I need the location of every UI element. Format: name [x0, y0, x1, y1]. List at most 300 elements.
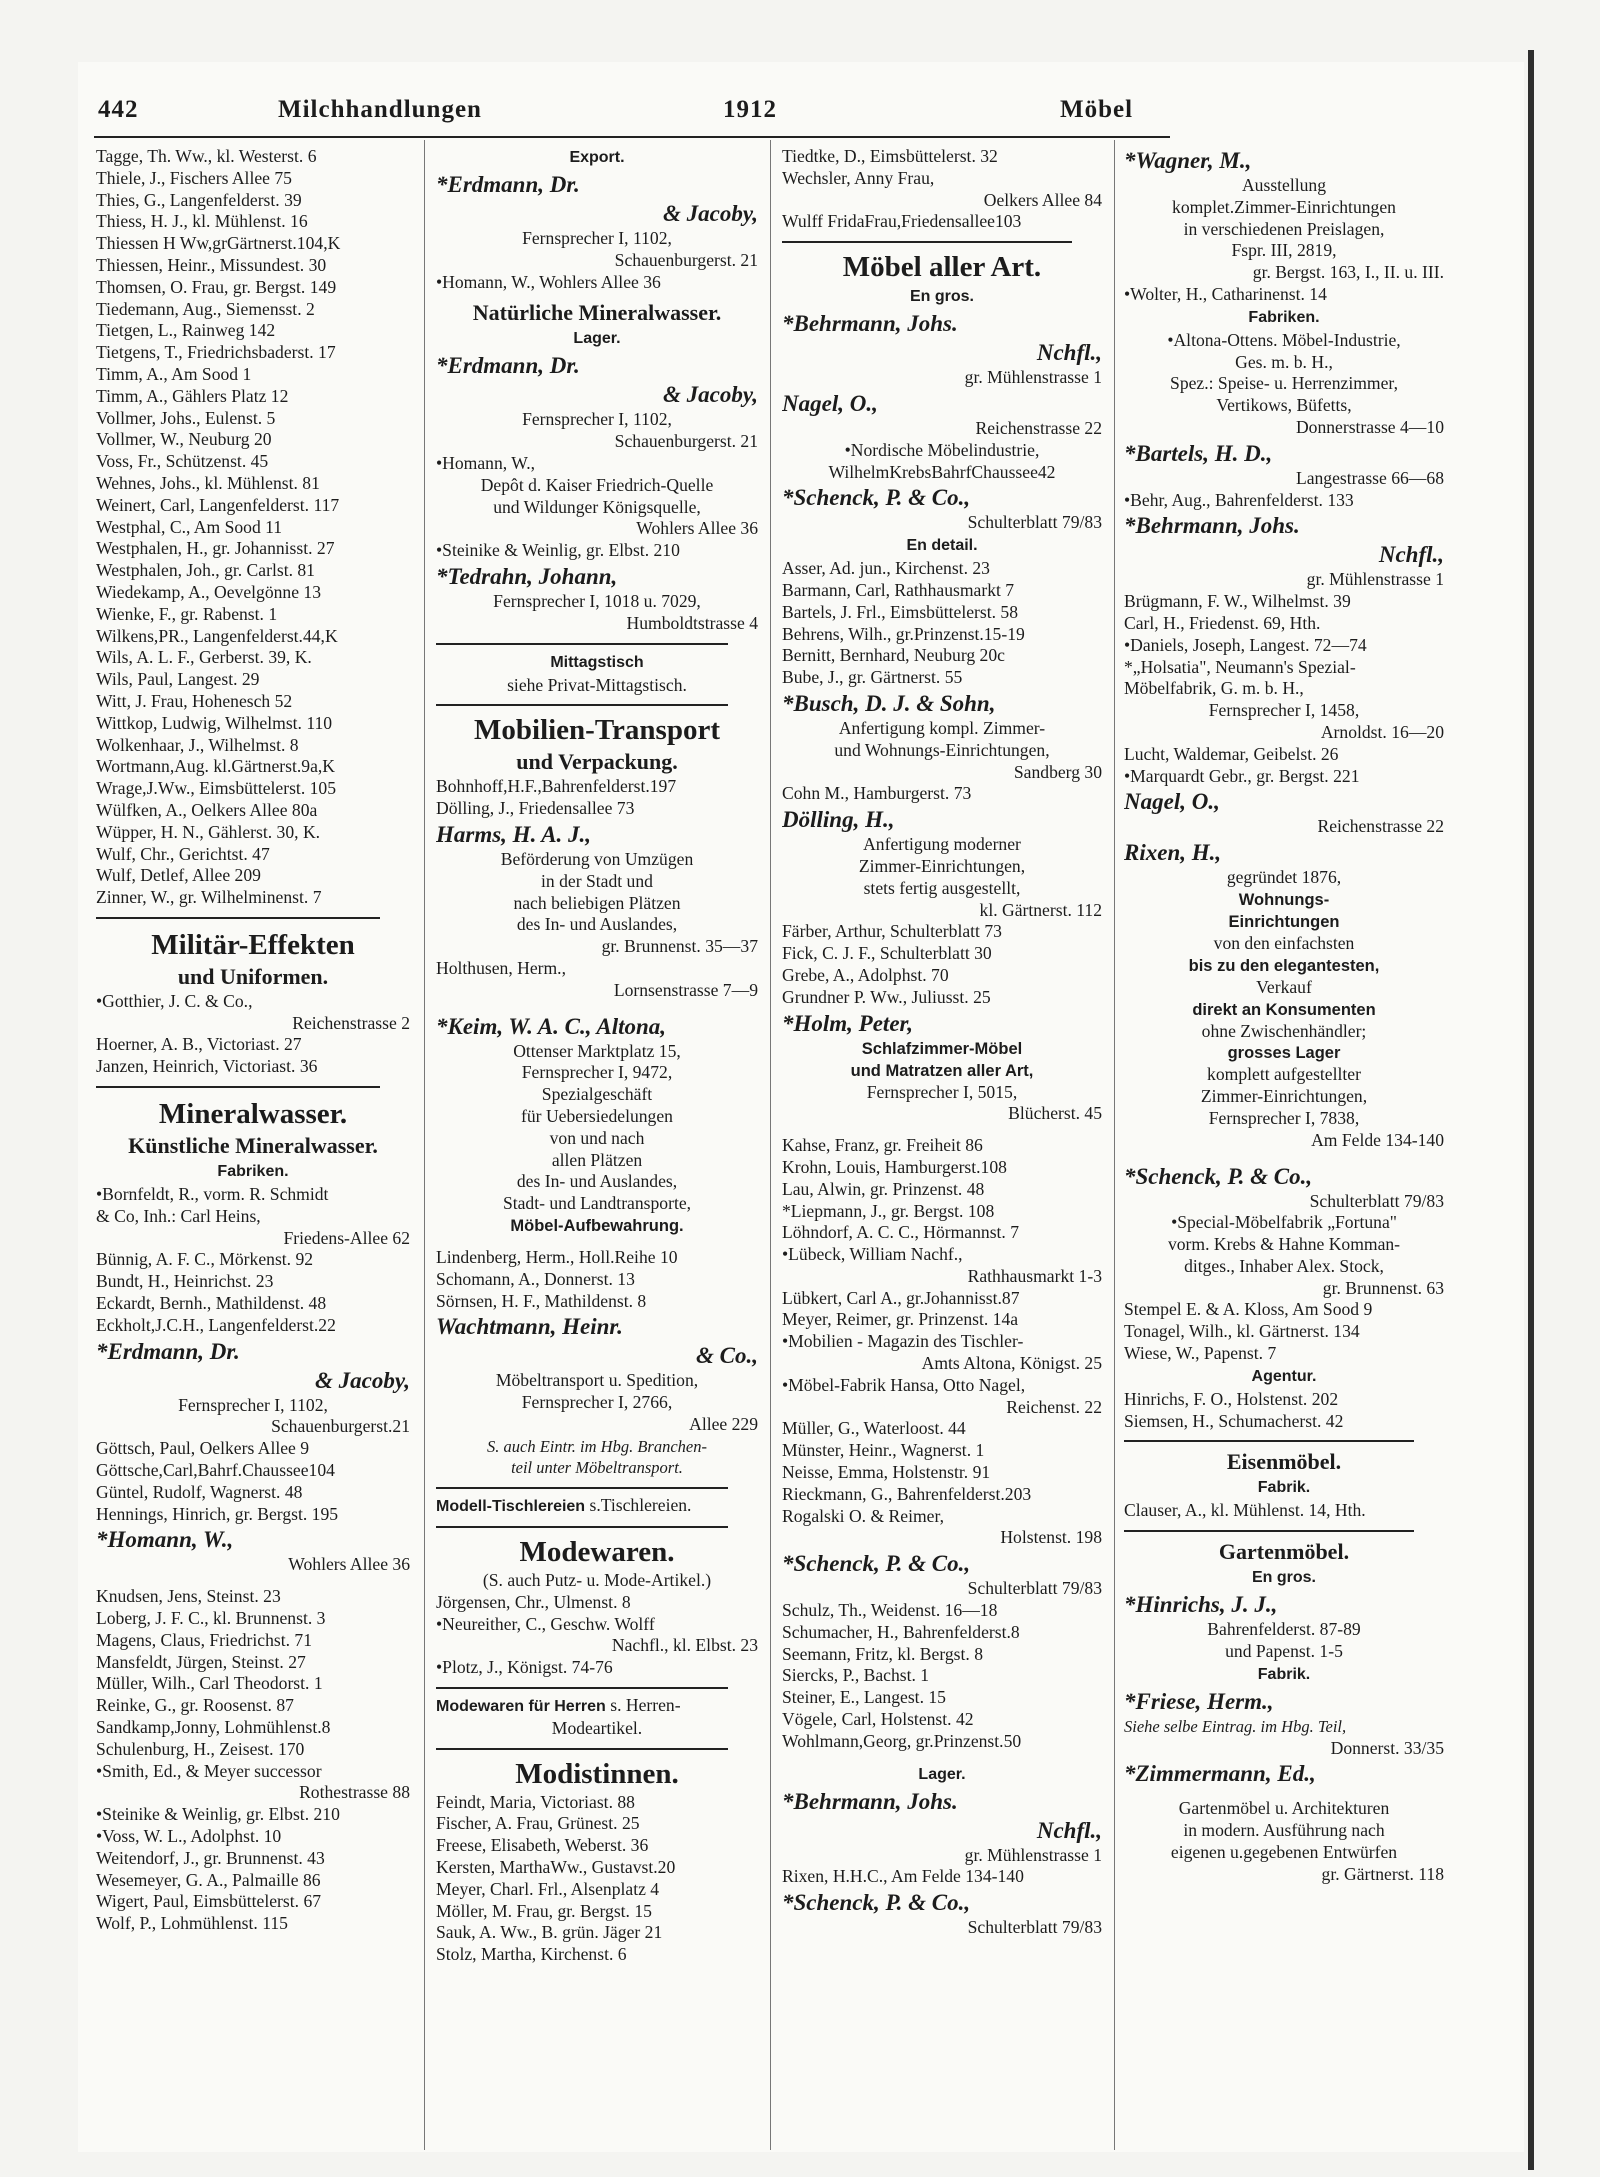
- list-item: Feindt, Maria, Victoriast. 88: [436, 1791, 635, 1812]
- list-item: Krohn, Louis, Hamburgerst.108: [782, 1156, 1007, 1177]
- entry-address: Schulterblatt 79/83: [967, 512, 1102, 533]
- list-item: Tietgen, L., Rainweg 142: [96, 320, 276, 341]
- list-item: Vertikows, Büfetts,: [1216, 395, 1352, 416]
- section-rule: [96, 1086, 380, 1088]
- list-item: Kahse, Franz, gr. Freiheit 86: [782, 1135, 983, 1156]
- list-item: Voss, Fr., Schützenst. 45: [96, 451, 269, 472]
- list-item: Kersten, MarthaWw., Gustavst.20: [436, 1857, 676, 1878]
- entry-description: [782, 440, 1102, 484]
- list-item: Wiedekamp, A., Oevelgönne 13: [96, 581, 322, 602]
- list-item: Bahrenfelderst. 87-89: [1207, 1619, 1361, 1640]
- entry-description: [1124, 1798, 1444, 1863]
- list-item: stets fertig ausgestellt,: [863, 877, 1021, 898]
- list-item: Stolz, Martha, Kirchenst. 6: [436, 1944, 627, 1965]
- list-item: Wüpper, H. N., Gählerst. 30, K.: [96, 821, 321, 842]
- section-rule: [96, 917, 380, 919]
- entry: •Homann, W., Wohlers Allee 36: [436, 271, 661, 292]
- list-item: Loberg, J. F. C., kl. Brunnenst. 3: [96, 1608, 326, 1629]
- list-item: Lübkert, Carl A., gr.Johannisst.87: [782, 1287, 1020, 1308]
- featured-entry: *Homann, W.,: [96, 1527, 234, 1553]
- list-item: Steiner, E., Langest. 15: [782, 1687, 946, 1708]
- list-item: Müller, G., Waterloost. 44: [782, 1418, 966, 1439]
- featured-entry: Nagel, O.,: [782, 390, 878, 416]
- list-item: Thies, G., Langenfelderst. 39: [96, 189, 302, 210]
- entry-list: [782, 558, 1102, 689]
- binding-edge: [1528, 50, 1534, 2170]
- list-item: Göttsch, Paul, Oelkers Allee 9: [96, 1438, 310, 1459]
- list-item: Färber, Arthur, Schulterblatt 73: [782, 921, 1002, 942]
- list-item: •Smith, Ed., & Meyer successor: [96, 1760, 322, 1781]
- featured-entry: & Co.,: [696, 1343, 758, 1369]
- list-item: Anfertigung kompl. Zimmer-: [838, 717, 1046, 738]
- list-item: und Wildunger Königsquelle,: [493, 496, 701, 517]
- entry-phone: Fernsprecher I, 1102,: [522, 409, 672, 430]
- list-item: Thiele, J., Fischers Allee 75: [96, 167, 292, 188]
- list-item: Knudsen, Jens, Steinst. 23: [96, 1586, 281, 1607]
- cross-reference-label: Modell-Tischlereien: [436, 1498, 586, 1516]
- cross-reference-note: Siehe selbe Eintrag. im Hbg. Teil,: [1124, 1716, 1347, 1736]
- list-item: Fernsprecher I, 2766,: [521, 1392, 673, 1413]
- list-item: Lindenberg, Herm., Holl.Reihe 10: [436, 1246, 678, 1267]
- entry-list: [1124, 591, 1444, 700]
- entry-description: ohne Zwischenhändler;: [1201, 1020, 1367, 1041]
- list-item: Fernsprecher I, 7838,: [1208, 1107, 1360, 1128]
- entry-description: [436, 849, 758, 936]
- section-rule: [436, 1687, 728, 1689]
- featured-entry: Nchfl.,: [1036, 340, 1102, 366]
- entry-address: gr. Mühlenstrasse 1: [964, 367, 1102, 388]
- header-rule: [94, 136, 1170, 138]
- list-item: •Neureither, C., Geschw. Wolff: [436, 1613, 655, 1634]
- list-item: Ottenser Marktplatz 15,: [513, 1040, 681, 1061]
- list-item: ditges., Inhaber Alex. Stock,: [1184, 1255, 1384, 1276]
- entry-highlight: [782, 1038, 1102, 1082]
- list-item: Sauk, A. Ww., B. grün. Jäger 21: [436, 1922, 663, 1943]
- entry: •Gotthier, J. C. & Co.,: [96, 990, 253, 1011]
- entry-address: [1124, 1619, 1444, 1663]
- entry-list: [96, 1438, 410, 1525]
- list-item: Westphalen, H., gr. Johannisst. 27: [96, 538, 335, 559]
- section-subtitle: Künstliche Mineralwasser.: [128, 1133, 378, 1159]
- subsection-label: En gros.: [909, 288, 974, 306]
- entry-list: [96, 1249, 410, 1336]
- entry-phone: Fernsprecher I, 1018 u. 7029,: [493, 590, 701, 611]
- list-item: für Uebersiedelungen: [521, 1105, 673, 1126]
- entry-address: Lornsenstrasse 7—9: [613, 979, 758, 1000]
- list-item: Hennings, Hinrich, gr. Bergst. 195: [96, 1503, 339, 1524]
- list-item: komplett aufgestellter: [1207, 1064, 1361, 1085]
- entry-phone: Fernsprecher I, 1102,: [178, 1394, 328, 1415]
- list-item: und Matratzen aller Art,: [850, 1061, 1034, 1080]
- list-item: Weitendorf, J., gr. Brunnenst. 43: [96, 1847, 325, 1868]
- list-item: Bünnig, A. F. C., Mörkenst. 92: [96, 1249, 314, 1270]
- entry-address: Friedens-Allee 62: [283, 1227, 410, 1248]
- entry: Clauser, A., kl. Mühlenst. 14, Hth.: [1124, 1500, 1366, 1521]
- subsection-label: Fabrik.: [1257, 1479, 1311, 1497]
- featured-entry: Nagel, O.,: [1124, 789, 1220, 815]
- list-item: Thiessen, Heinr., Missundest. 30: [96, 254, 327, 275]
- list-item: Bube, J., gr. Gärtnerst. 55: [782, 667, 963, 688]
- list-item: Wils, A. L. F., Gerberst. 39, K.: [96, 647, 312, 668]
- list-item: Münster, Heinr., Wagnerst. 1: [782, 1440, 985, 1461]
- list-item: Vollmer, W., Neuburg 20: [96, 429, 272, 450]
- list-item: in der Stadt und: [541, 870, 653, 891]
- featured-entry: *Hinrichs, J. J.,: [1124, 1592, 1278, 1618]
- list-item: Wehnes, Johs., kl. Mühlenst. 81: [96, 472, 320, 493]
- column-1: [96, 146, 410, 1935]
- entry-description: [782, 834, 1102, 899]
- list-item: Brügmann, F. W., Wilhelmst. 39: [1124, 591, 1351, 612]
- list-item: Güntel, Rudolf, Wagnerst. 48: [96, 1481, 303, 1502]
- list-item: Lau, Alwin, gr. Prinzenst. 48: [782, 1178, 985, 1199]
- list-item: Rieckmann, G., Bahrenfelderst.203: [782, 1483, 1032, 1504]
- section-title: Modewaren.: [519, 1536, 675, 1569]
- cross-reference: [436, 1695, 758, 1718]
- list-item: & Co, Inh.: Carl Heins,: [96, 1205, 261, 1226]
- entry-address: Langestrasse 66—68: [1295, 467, 1444, 488]
- entry-description: von den einfachsten: [1213, 932, 1355, 953]
- list-item: eigenen u.gegebenen Entwürfen: [1170, 1842, 1398, 1863]
- entry-address: Holstenst. 198: [1000, 1527, 1102, 1548]
- list-item: Löhndorf, A. C. C., Hörmannst. 7: [782, 1222, 1020, 1243]
- entry: Wulff FridaFrau,Friedensallee103: [782, 211, 1022, 232]
- list-item: •Mobilien - Magazin des Tischler-: [782, 1331, 1024, 1352]
- list-item: •Steinike & Weinlig, gr. Elbst. 210: [96, 1804, 340, 1825]
- subsection-label: Lager.: [918, 1765, 966, 1783]
- cross-reference-note: [436, 1436, 758, 1480]
- list-item: Siemsen, H., Schumacherst. 42: [1124, 1410, 1344, 1431]
- list-item: Jörgensen, Chr., Ulmenst. 8: [436, 1591, 631, 1612]
- subsection-label: En detail.: [906, 537, 978, 555]
- featured-entry: *Bartels, H. D.,: [1124, 440, 1273, 466]
- list-item: Freese, Elisabeth, Weberst. 36: [436, 1835, 649, 1856]
- featured-entry: *Friese, Herm.,: [1124, 1688, 1274, 1714]
- subsection-label: Export.: [569, 149, 625, 166]
- list-item: Meyer, Reimer, gr. Prinzenst. 14a: [782, 1309, 1019, 1330]
- section-rule: [1124, 1440, 1414, 1442]
- list-item: Hinrichs, F. O., Holstenst. 202: [1124, 1388, 1339, 1409]
- entry-address: Donnerstrasse 4—10: [1295, 416, 1444, 437]
- entry-address: Reichenst. 22: [1006, 1396, 1102, 1417]
- entry-description: [1124, 1064, 1444, 1129]
- column-2: [436, 146, 758, 1966]
- featured-entry: Nchfl.,: [1378, 542, 1444, 568]
- featured-entry: *Keim, W. A. C., Altona,: [436, 1013, 667, 1039]
- list-item: Grundner P. Ww., Juliusst. 25: [782, 986, 991, 1007]
- list-item: Sörnsen, H. F., Mathildenst. 8: [436, 1290, 647, 1311]
- list-item: Schulz, Th., Weidenst. 16—18: [782, 1600, 998, 1621]
- list-item: WilhelmKrebsBahrfChaussee42: [828, 461, 1056, 482]
- list-item: Spez.: Speise- u. Herrenzimmer,: [1170, 373, 1398, 394]
- list-item: •Voss, W. L., Adolphst. 10: [96, 1826, 282, 1846]
- entry-highlight: Einrichtungen: [1228, 912, 1340, 931]
- entry-list: [96, 1804, 410, 1935]
- featured-entry: *Erdmann, Dr.: [436, 353, 580, 379]
- section-rule: [436, 643, 728, 645]
- featured-entry: *Wagner, M.,: [1124, 148, 1252, 173]
- list-item: Tietgens, T., Friedrichsbaderst. 17: [96, 342, 336, 363]
- featured-entry: & Jacoby,: [315, 1367, 410, 1393]
- list-item: Wulf, Chr., Gerichtst. 47: [96, 843, 270, 864]
- entry-address: gr. Mühlenstrasse 1: [964, 1844, 1102, 1865]
- list-item: Thiessen H Ww,grGärtnerst.104,K: [96, 233, 341, 254]
- cross-reference-target: s.Tischlereien.: [589, 1495, 692, 1516]
- header-right-title: Möbel: [1060, 96, 1134, 123]
- spacer: [1124, 1152, 1444, 1162]
- section-rule: [436, 1526, 728, 1528]
- list-item: Zimmer-Einrichtungen,: [858, 855, 1026, 876]
- entry-list: [436, 1792, 758, 1966]
- featured-entry: *Schenck, P. & Co.,: [1124, 1163, 1313, 1189]
- list-item: Vollmer, Johs., Eulenst. 5: [96, 407, 276, 428]
- entry-address: Arnoldst. 16—20: [1320, 721, 1444, 742]
- entry-description: gegründet 1876,: [1226, 867, 1342, 888]
- subsection-label: Fabriken.: [1248, 308, 1320, 326]
- entry-phone: Fernsprecher I, 5015,: [866, 1081, 1018, 1102]
- list-item: des In- und Auslandes,: [516, 914, 678, 935]
- list-item: Magens, Claus, Friedrichst. 71: [96, 1629, 312, 1650]
- list-item: Hoerner, A. B., Victoriast. 27: [96, 1034, 302, 1055]
- list-item: Wülfken, A., Oelkers Allee 80a: [96, 799, 318, 820]
- section-title: Eisenmöbel.: [1226, 1449, 1342, 1475]
- featured-entry: *Busch, D. J. & Sohn,: [782, 690, 996, 716]
- list-item: Asser, Ad. jun., Kirchenst. 23: [782, 558, 990, 579]
- list-item: Bernitt, Bernhard, Neuburg 20c: [782, 645, 1005, 666]
- list-item: Wolf, P., Lohmühlenst. 115: [96, 1913, 288, 1934]
- section-title: Modistinnen.: [515, 1757, 679, 1790]
- entry-address: Rothestrasse 88: [299, 1782, 410, 1803]
- column-divider: [770, 140, 771, 2150]
- spacer: [96, 1576, 410, 1586]
- column-4: [1124, 146, 1444, 1886]
- featured-entry: Nchfl.,: [1036, 1817, 1102, 1843]
- section-rule: [782, 241, 1072, 243]
- section-rule: [436, 704, 728, 706]
- cross-reference: siehe Privat-Mittagstisch.: [507, 674, 687, 695]
- subsection-label: Fabrik.: [1257, 1665, 1311, 1683]
- list-item: Witt, J. Frau, Hohenesch 52: [96, 690, 293, 711]
- entry-highlight: bis zu den elegantesten,: [1188, 956, 1380, 975]
- section-subtitle: und Uniformen.: [177, 963, 329, 989]
- entry: Rixen, H.H.C., Am Felde 134-140: [782, 1866, 1024, 1887]
- featured-entry: *Zimmermann, Ed.,: [1124, 1761, 1316, 1787]
- entry-address: Wohlers Allee 36: [288, 1554, 410, 1575]
- entry-address: Schauenburgerst. 21: [614, 431, 758, 452]
- list-item: Wolkenhaar, J., Wilhelmst. 8: [96, 734, 299, 755]
- entry-address: Rathhausmarkt 1-3: [967, 1265, 1102, 1286]
- entry-phone: Fernsprecher I, 1458,: [1208, 700, 1360, 721]
- list-item: Schumacher, H., Bahrenfelderst.8: [782, 1621, 1020, 1642]
- list-item: Carl, H., Friedenst. 69, Hth.: [1124, 612, 1321, 633]
- featured-entry: *Holm, Peter,: [782, 1010, 913, 1036]
- entry: •Homann, W.,: [436, 452, 536, 473]
- list-item: Wigert, Paul, Eimsbüttelerst. 67: [96, 1891, 322, 1912]
- list-item: Schlafzimmer-Möbel: [861, 1039, 1023, 1058]
- cross-reference-target: s. Herren-: [610, 1695, 681, 1716]
- list-item: Janzen, Heinrich, Victoriast. 36: [96, 1056, 318, 1077]
- featured-entry: *Schenck, P. & Co.,: [782, 485, 971, 511]
- list-item: *„Holsatia", Neumann's Spezial-: [1124, 656, 1356, 677]
- entry-address: Schauenburgerst.21: [271, 1416, 410, 1437]
- spacer: [1124, 1788, 1444, 1798]
- list-item: Fick, C. J. F., Schulterblatt 30: [782, 943, 992, 964]
- entry-description: [1124, 1212, 1444, 1277]
- entry: •Plotz, J., Königst. 74-76: [436, 1657, 613, 1678]
- subsection-label: Lager.: [573, 330, 621, 348]
- list-item: Bartels, J. Frl., Eimsbüttelerst. 58: [782, 601, 1019, 622]
- list-item: Wittkop, Ludwig, Wilhelmst. 110: [96, 712, 333, 733]
- list-item: *Liepmann, J., gr. Bergst. 108: [782, 1200, 995, 1221]
- list-item: Wesemeyer, G. A., Palmaille 86: [96, 1869, 321, 1890]
- section-title: Natürliche Mineralwasser.: [472, 300, 722, 326]
- entry-address: gr. Bergst. 163, I., II. u. III.: [1252, 262, 1444, 283]
- featured-entry: *Schenck, P. & Co.,: [782, 1890, 971, 1916]
- subsection-label: Agentur.: [1251, 1367, 1317, 1385]
- list-item: allen Plätzen: [551, 1149, 643, 1170]
- list-item: Mansfeldt, Jürgen, Steinst. 27: [96, 1651, 306, 1672]
- list-item: Seemann, Fritz, kl. Bergst. 8: [782, 1643, 984, 1664]
- list-item: vorm. Krebs & Hahne Komman-: [1167, 1234, 1401, 1255]
- list-item: Thomsen, O. Frau, gr. Bergst. 149: [96, 276, 337, 297]
- subsection-label: Fabriken.: [217, 1163, 289, 1181]
- section-rule: [436, 1487, 728, 1489]
- list-item: Anfertigung moderner: [863, 834, 1021, 855]
- entry-address: Amts Altona, Königst. 25: [921, 1353, 1102, 1374]
- featured-entry: *Tedrahn, Johann,: [436, 563, 618, 589]
- list-item: Stadt- und Landtransporte,: [502, 1193, 692, 1214]
- entry-address: gr. Mühlenstrasse 1: [1306, 569, 1444, 590]
- spacer: [436, 1237, 758, 1247]
- list-item: teil unter Möbeltransport.: [511, 1458, 683, 1478]
- entry-list: [782, 1600, 1102, 1753]
- list-item: •Altona-Ottens. Möbel-Industrie,: [1167, 329, 1401, 350]
- featured-entry: *Schenck, P. & Co.,: [782, 1551, 971, 1577]
- entry-list: [96, 1184, 410, 1228]
- entry-list: [96, 1586, 410, 1782]
- list-item: Ausstellung: [1241, 175, 1327, 195]
- featured-entry: *Behrmann, Johs.: [1124, 513, 1300, 539]
- featured-entry: & Jacoby,: [663, 201, 758, 226]
- entry-address: gr. Gärtnerst. 118: [1321, 1863, 1444, 1884]
- featured-entry: Dölling, H.,: [782, 807, 895, 833]
- entry-address: Schauenburgerst. 21: [614, 249, 758, 270]
- entry-address: Schulterblatt 79/83: [967, 1917, 1102, 1938]
- entry: Holthusen, Herm.,: [436, 957, 566, 978]
- entry: •Steinike & Weinlig, gr. Elbst. 210: [436, 540, 680, 561]
- list-item: Bohnhoff,H.F.,Bahrenfelderst.197: [436, 776, 677, 797]
- spacer: [782, 1753, 1102, 1763]
- entry-list: [96, 146, 410, 909]
- list-item: Westphal, C., Am Sood 11: [96, 516, 283, 537]
- cross-reference-target: Modeartikel.: [551, 1717, 643, 1738]
- page-header: [98, 96, 1168, 132]
- entry-address: Nachfl., kl. Elbst. 23: [611, 1635, 758, 1656]
- column-3: [782, 146, 1102, 1939]
- list-item: Sandkamp,Jonny, Lohmühlenst.8: [96, 1717, 331, 1738]
- list-item: von und nach: [549, 1127, 645, 1148]
- entry-address: Schulterblatt 79/83: [1309, 1190, 1444, 1211]
- list-item: Wilkens,PR., Langenfelderst.44,K: [96, 625, 338, 646]
- spacer: [436, 1002, 758, 1012]
- entry: •Wolter, H., Catharinenst. 14: [1124, 283, 1327, 304]
- entry-address: Reichenstrasse 2: [292, 1012, 410, 1033]
- list-item: und Wohnungs-Einrichtungen,: [834, 739, 1050, 760]
- entry-address: Reichenstrasse 22: [1317, 816, 1444, 837]
- list-item: •Nordische Möbelindustrie,: [844, 439, 1040, 460]
- cross-reference: [436, 1495, 758, 1518]
- list-item: Göttsche,Carl,Bahrf.Chaussee104: [96, 1460, 335, 1481]
- entry-description: [436, 1041, 758, 1215]
- section-title: Möbel aller Art.: [842, 251, 1042, 284]
- header-left-title: Milchhandlungen: [278, 96, 482, 123]
- list-item: Gartenmöbel u. Architekturen: [1178, 1798, 1390, 1819]
- list-item: Wrage,J.Ww., Eimsbüttelerst. 105: [96, 778, 337, 799]
- section-title: Mineralwasser.: [158, 1098, 348, 1131]
- section-title: Mobilien-Transport: [474, 714, 720, 747]
- entry-list: [1124, 1299, 1444, 1364]
- entry-list: [96, 1034, 410, 1078]
- entry-highlight: direkt an Konsumenten: [1192, 1000, 1376, 1019]
- list-item: Tagge, Th. Ww., kl. Westerst. 6: [96, 146, 317, 166]
- list-item: Zimmer-Einrichtungen,: [1200, 1086, 1368, 1107]
- featured-entry: Harms, H. A. J.,: [436, 821, 592, 847]
- list-item: Ges. m. b. H.,: [1235, 351, 1333, 372]
- entry-address: kl. Gärtnerst. 112: [979, 899, 1102, 920]
- entry-address: gr. Brunnenst. 63: [1322, 1277, 1444, 1298]
- list-item: Fernsprecher I, 9472,: [521, 1062, 673, 1083]
- list-item: Zinner, W., gr. Wilhelminenst. 7: [96, 887, 322, 908]
- entry-address: Am Felde 134-140: [1311, 1129, 1444, 1150]
- list-item: Vögele, Carl, Holstenst. 42: [782, 1709, 974, 1730]
- entry-list: [436, 776, 758, 820]
- list-item: Fischer, A. Frau, Grünest. 25: [436, 1813, 640, 1834]
- list-item: Lucht, Waldemar, Geibelst. 26: [1124, 743, 1339, 764]
- entry-description: [436, 475, 758, 519]
- entry-list: [436, 1592, 758, 1636]
- list-item: •Lübeck, William Nachf.,: [782, 1244, 963, 1265]
- list-item: Wortmann,Aug. kl.Gärtnerst.9a,K: [96, 756, 335, 777]
- list-item: •Bornfeldt, R., vorm. R. Schmidt: [96, 1184, 329, 1205]
- list-item: Barmann, Carl, Rathhausmarkt 7: [782, 579, 1015, 600]
- list-item: Spezialgeschäft: [541, 1084, 653, 1105]
- entry-address: Wohlers Allee 36: [636, 518, 758, 539]
- entry-address: Donnerst. 33/35: [1330, 1737, 1444, 1758]
- list-item: Schulenburg, H., Zeisest. 170: [96, 1738, 305, 1759]
- entry-list: [1124, 1389, 1444, 1433]
- list-item: Westphalen, Joh., gr. Carlst. 81: [96, 560, 315, 581]
- list-item: Möller, M. Frau, gr. Bergst. 15: [436, 1900, 652, 1921]
- list-item: Rogalski O. & Reimer,: [782, 1505, 945, 1526]
- entry-list: [782, 921, 1102, 1008]
- list-item: Wiese, W., Papenst. 7: [1124, 1343, 1277, 1364]
- section-rule: [1124, 1530, 1414, 1532]
- entry-address: Sandberg 30: [1013, 761, 1102, 782]
- list-item: Beförderung von Umzügen: [500, 848, 694, 869]
- entry-highlight: Möbel-Aufbewahrung.: [510, 1216, 684, 1235]
- section-title: Militär-Effekten: [151, 928, 355, 961]
- subsection-label: En gros.: [1251, 1569, 1316, 1587]
- entry-list: [1124, 744, 1444, 788]
- entry: •Möbel-Fabrik Hansa, Otto Nagel,: [782, 1374, 1026, 1395]
- featured-entry: *Behrmann, Johs.: [782, 1788, 958, 1814]
- entry-address: Oelkers Allee 84: [983, 189, 1102, 210]
- entry-description: [1124, 175, 1444, 262]
- entry-highlight: Wohnungs-: [1238, 890, 1330, 909]
- list-item: in verschiedenen Preislagen,: [1183, 218, 1385, 239]
- list-item: Behrens, Wilh., gr.Prinzenst.15-19: [782, 623, 1025, 644]
- entry-list: [436, 1247, 758, 1312]
- list-item: Timm, A., Gählers Platz 12: [96, 385, 289, 406]
